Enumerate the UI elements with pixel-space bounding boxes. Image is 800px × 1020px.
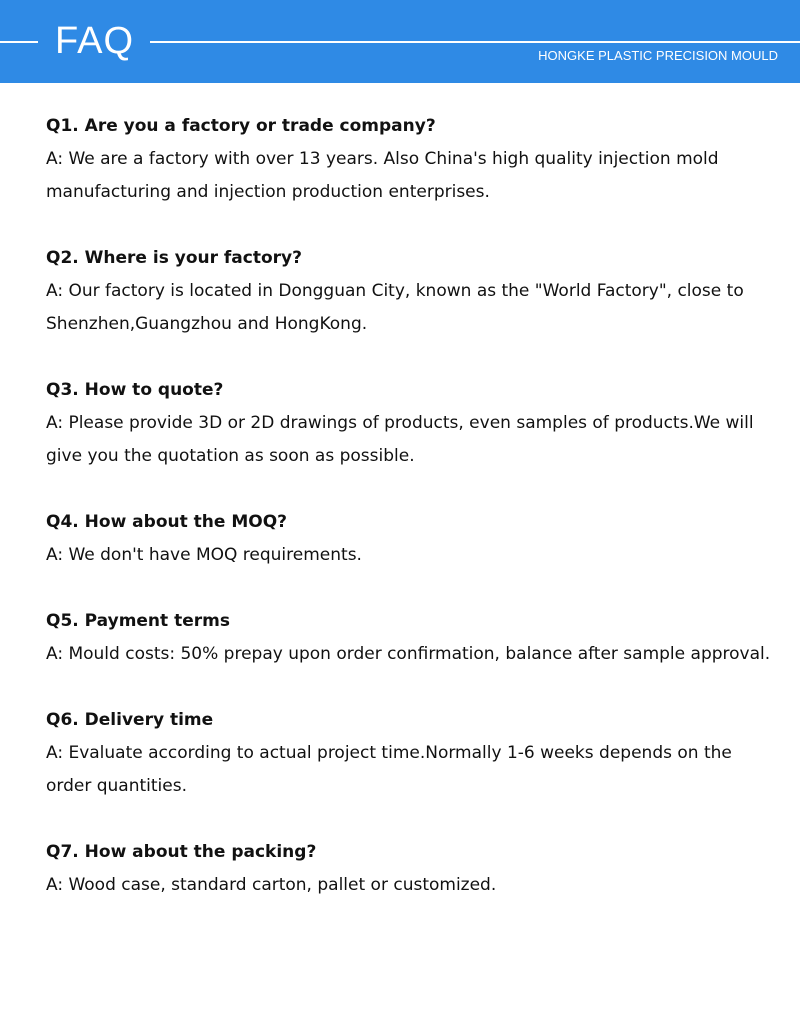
company-name: HONGKE PLASTIC PRECISION MOULD bbox=[538, 48, 778, 63]
faq-item-7 bbox=[46, 836, 771, 902]
faq-answer: A: Mould costs: 50% prepay upon order confirmation, balance after sample approval. bbox=[46, 644, 771, 664]
faq-question: Q6. Delivery time bbox=[46, 710, 214, 730]
faq-answer: A: We don't have MOQ requirements. bbox=[46, 545, 362, 565]
header-banner bbox=[0, 0, 800, 83]
header-divider-left bbox=[0, 41, 38, 43]
faq-question: Q1. Are you a factory or trade company? bbox=[46, 116, 436, 136]
faq-item-1 bbox=[46, 110, 771, 209]
faq-item-5 bbox=[46, 605, 771, 671]
faq-question: Q4. How about the MOQ? bbox=[46, 512, 288, 532]
faq-item-2 bbox=[46, 242, 771, 341]
faq-answer: A: Wood case, standard carton, pallet or customized. bbox=[46, 875, 497, 895]
faq-answer: A: Please provide 3D or 2D drawings of products, even samples of products.We will give you the quotation as soon as possible. bbox=[46, 413, 754, 466]
faq-item-4 bbox=[46, 506, 771, 572]
faq-question: Q2. Where is your factory? bbox=[46, 248, 302, 268]
header-divider-right bbox=[150, 41, 800, 43]
faq-question: Q3. How to quote? bbox=[46, 380, 224, 400]
faq-answer: A: Our factory is located in Dongguan City, known as the "World Factory", close to Shenzhen,Guangzhou and HongKong. bbox=[46, 281, 744, 334]
faq-item-3 bbox=[46, 374, 771, 473]
faq-question: Q5. Payment terms bbox=[46, 611, 230, 631]
faq-list bbox=[46, 110, 771, 935]
faq-item-6 bbox=[46, 704, 771, 803]
faq-question: Q7. How about the packing? bbox=[46, 842, 317, 862]
faq-answer: A: We are a factory with over 13 years. Also China's high quality injection mold manufacturing and injection production enterprises. bbox=[46, 149, 719, 202]
faq-answer: A: Evaluate according to actual project time.Normally 1-6 weeks depends on the order quantities. bbox=[46, 743, 732, 796]
page-title: FAQ bbox=[55, 20, 135, 62]
